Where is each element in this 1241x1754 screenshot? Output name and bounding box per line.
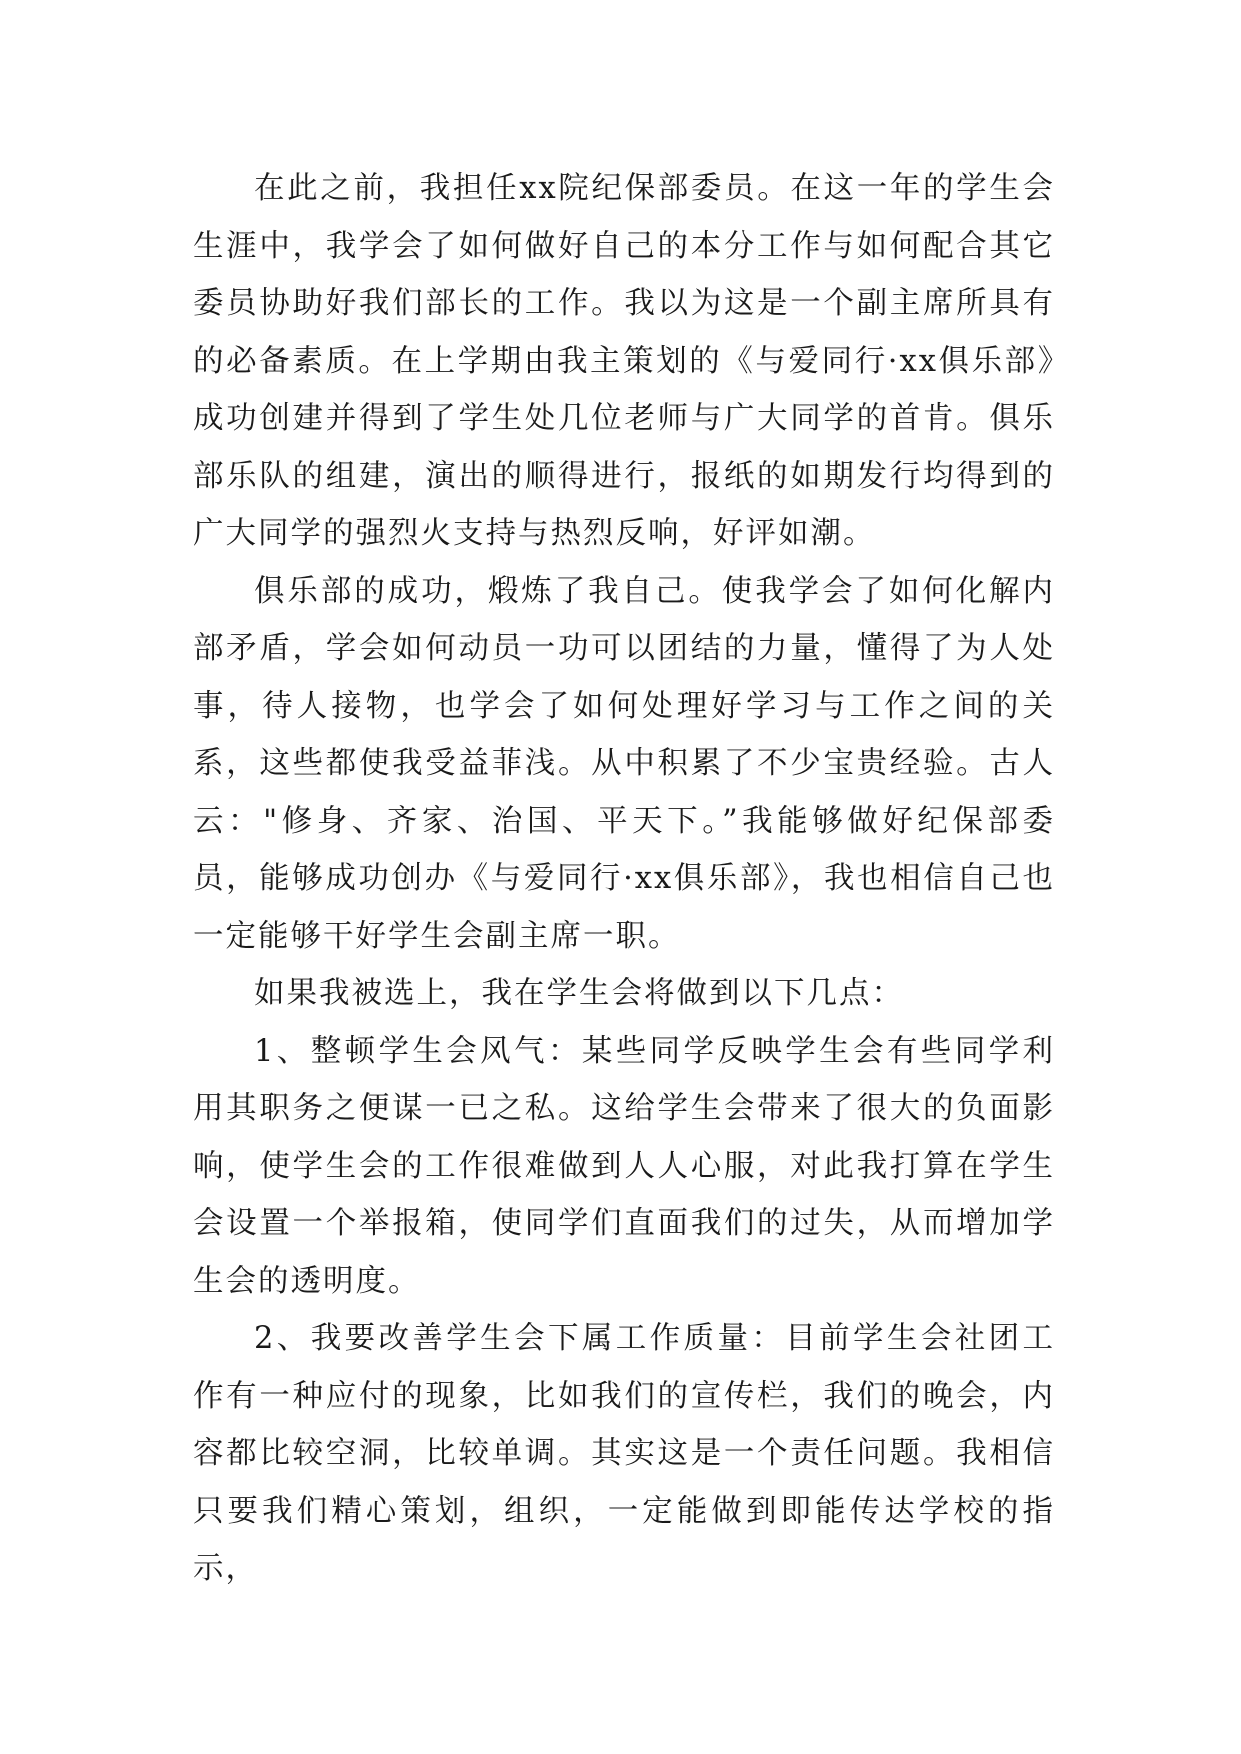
paragraph-2: 俱乐部的成功，煅炼了我自己。使我学会了如何化解内部矛盾，学会如何动员一功可以团结的力量，懂得了为人处事，待人接物，也学会了如何处理好学习与工作之间的关系，这些都使我受益菲浅。从中积累了不少宝贵经验。古人云："修身、齐家、治国、平天下。”我能够做好纪保部委员，能够成功创办《与爱同行·xx俱乐部》，我也相信自己也一定能够干好学生会副主席一职。 — [193, 573, 1055, 954]
paragraph-4: 1、整顿学生会风气：某些同学反映学生会有些同学利用其职务之便谋一已之私。这给学生会带来了很大的负面影响，使学生会的工作很难做到人人心服，对此我打算在学生会设置一个举报箱，使同学们直面我们的过失，从而增加学生会的透明度。 — [193, 1033, 1055, 1299]
paragraph-1: 在此之前，我担任xx院纪保部委员。在这一年的学生会生涯中，我学会了如何做好自己的本分工作与如何配合其它委员协助好我们部长的工作。我以为这是一个副主席所具有的必备素质。在上学期由我主策划的《与爱同行·xx俱乐部》成功创建并得到了学生处几位老师与广大同学的首肯。俱乐部乐队的组建，演出的顺得进行，报纸的如期发行均得到的广大同学的强烈火支持与热烈反响，好评如潮。 — [193, 171, 1055, 551]
paragraph-3: 如果我被选上，我在学生会将做到以下几点： — [254, 976, 904, 1011]
document-body — [193, 160, 1055, 1598]
paragraph-5: 2、我要改善学生会下属工作质量：目前学生会社团工作有一种应付的现象，比如我们的宣传栏，我们的晚会，内容都比较空洞，比较单调。其实这是一个责任问题。我相信只要我们精心策划，组织，一定能做到即能传达学校的指示， — [193, 1321, 1055, 1586]
